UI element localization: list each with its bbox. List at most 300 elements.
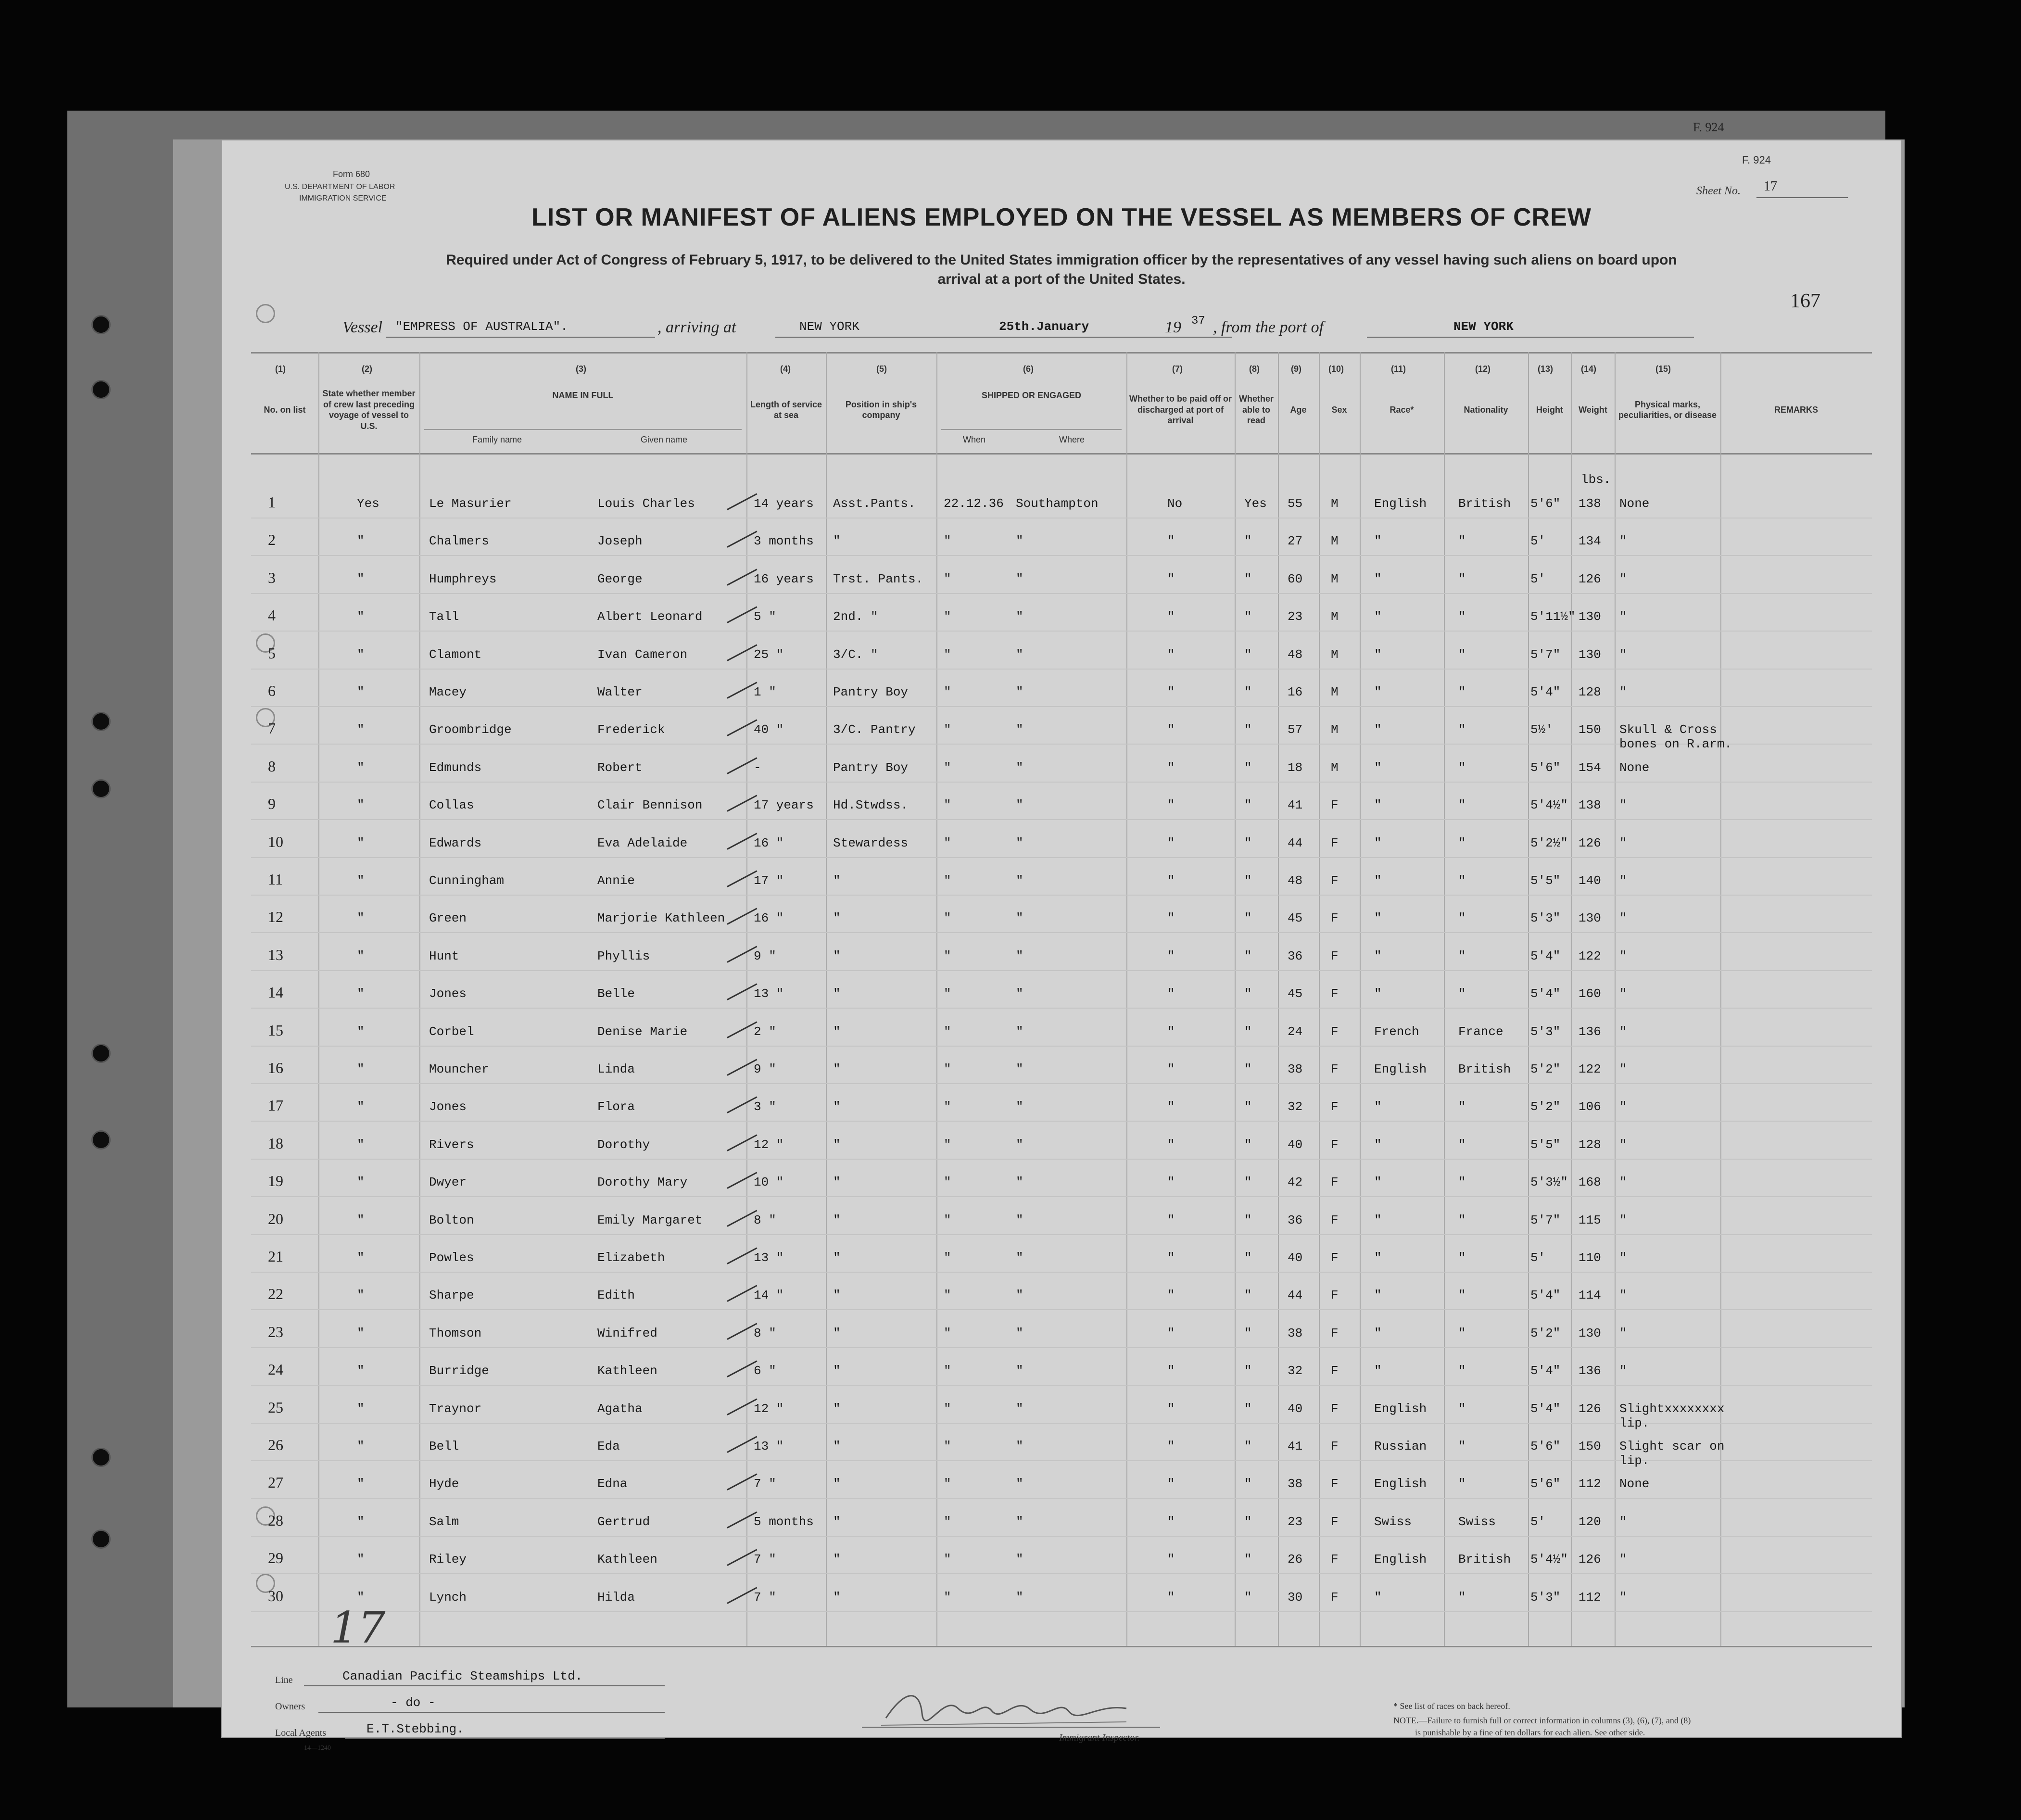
row-number: 23 <box>268 1323 283 1340</box>
able-to-read-cell: Yes <box>1244 496 1267 511</box>
paid-off-cell: " <box>1167 1288 1175 1303</box>
position-cell: " <box>833 1100 841 1114</box>
shipped-where-cell: " <box>1016 835 1023 850</box>
weight-cell: 130 <box>1579 609 1601 624</box>
position-cell: Asst.Pants. <box>833 496 916 511</box>
shipped-when-cell: " <box>944 1175 951 1190</box>
row-number: 3 <box>268 569 276 586</box>
family-name-cell: Lynch <box>429 1590 467 1605</box>
paid-off-cell: " <box>1167 722 1175 737</box>
able-to-read-cell: " <box>1244 911 1252 926</box>
position-cell: Trst. Pants. <box>833 571 923 586</box>
position-cell: " <box>833 1024 841 1039</box>
row-rule <box>251 819 1872 820</box>
shipped-where-cell: " <box>1016 760 1023 775</box>
marks-cell: " <box>1619 1175 1627 1190</box>
given-name-cell: Gertrud <box>597 1514 650 1529</box>
weight-cell: 136 <box>1579 1024 1601 1039</box>
shipped-where-cell: " <box>1016 1477 1023 1491</box>
row-rule <box>251 1121 1872 1122</box>
marks-cell: " <box>1619 1100 1627 1114</box>
sex-cell: F <box>1331 1213 1339 1227</box>
weight-cell: 160 <box>1579 986 1601 1001</box>
marks-cell-continued: bones on R.arm. <box>1619 737 1732 752</box>
row-number: 29 <box>268 1549 283 1567</box>
family-name-cell: Corbel <box>429 1024 474 1039</box>
col-divider <box>936 352 937 1646</box>
marks-cell: " <box>1619 1552 1627 1567</box>
service: IMMIGRATION SERVICE <box>299 194 387 202</box>
family-name-cell: Groombridge <box>429 722 512 737</box>
nationality-cell: " <box>1458 1213 1466 1227</box>
prev-voyage-cell: " <box>357 1364 365 1378</box>
row-number: 17 <box>268 1097 283 1114</box>
sex-cell: F <box>1331 1326 1339 1340</box>
nationality-cell: " <box>1458 1288 1466 1303</box>
shipped-where-cell: " <box>1016 1401 1023 1416</box>
race-cell: " <box>1374 1137 1382 1152</box>
stamp-number: 167 <box>1790 290 1820 312</box>
shipped-where-cell: " <box>1016 1213 1023 1227</box>
given-name-cell: Emily Margaret <box>597 1213 703 1227</box>
paid-off-cell: " <box>1167 1552 1175 1567</box>
service-cell: 7 " <box>754 1590 776 1605</box>
shipped-when-cell: " <box>944 1137 951 1152</box>
weight-cell: 154 <box>1579 760 1601 775</box>
footnote-penalty-1: NOTE.—Failure to furnish full or correct information in columns (3), (6), (7), and (8) <box>1393 1716 1691 1725</box>
age-cell: 18 <box>1288 760 1303 775</box>
marks-cell: " <box>1619 1364 1627 1378</box>
line-value: Canadian Pacific Steamships Ltd. <box>342 1669 583 1683</box>
family-name-cell: Mouncher <box>429 1062 489 1076</box>
family-name-cell: Clamont <box>429 647 482 662</box>
paid-off-cell: " <box>1167 1326 1175 1340</box>
position-cell: " <box>833 1552 841 1567</box>
shipped-when-cell: " <box>944 1288 951 1303</box>
family-name-cell: Powles <box>429 1251 474 1265</box>
able-to-read-cell: " <box>1244 798 1252 813</box>
col-header-service: Length of service at sea <box>750 399 822 420</box>
sex-cell: F <box>1331 986 1339 1001</box>
shipped-when-cell: " <box>944 948 951 963</box>
prev-voyage-cell: " <box>357 798 365 813</box>
race-cell: " <box>1374 1288 1382 1303</box>
shipped-when-cell: " <box>944 1590 951 1605</box>
family-name-cell: Salm <box>429 1514 459 1529</box>
race-cell: " <box>1374 911 1382 926</box>
year-prefix: 19 <box>1165 318 1181 336</box>
position-cell: " <box>833 534 841 549</box>
age-cell: 45 <box>1288 911 1303 926</box>
age-cell: 36 <box>1288 1213 1303 1227</box>
race-cell: " <box>1374 1213 1382 1227</box>
sex-cell: M <box>1331 496 1339 511</box>
paid-off-cell: " <box>1167 986 1175 1001</box>
height-cell: 5'6" <box>1530 496 1561 511</box>
age-cell: 40 <box>1288 1137 1303 1152</box>
height-cell: 5'11½" <box>1530 609 1576 624</box>
paid-off-cell: " <box>1167 685 1175 699</box>
position-cell: " <box>833 948 841 963</box>
service-cell: 9 " <box>754 948 776 963</box>
nationality-cell: " <box>1458 1137 1466 1152</box>
able-to-read-cell: " <box>1244 609 1252 624</box>
able-to-read-cell: " <box>1244 1590 1252 1605</box>
marks-cell: " <box>1619 1024 1627 1039</box>
position-cell: " <box>833 1590 841 1605</box>
weight-cell: 138 <box>1579 798 1601 813</box>
weight-cell: 122 <box>1579 1062 1601 1076</box>
position-cell: " <box>833 911 841 926</box>
weight-cell: 112 <box>1579 1590 1601 1605</box>
paid-off-cell: " <box>1167 760 1175 775</box>
able-to-read-cell: " <box>1244 1024 1252 1039</box>
marks-cell: " <box>1619 685 1627 699</box>
weight-cell: 168 <box>1579 1175 1601 1190</box>
given-name-cell: Belle <box>597 986 635 1001</box>
prev-voyage-cell: " <box>357 1100 365 1114</box>
position-cell: Pantry Boy <box>833 685 909 699</box>
shipped-subdivider <box>941 429 1122 430</box>
able-to-read-cell: " <box>1244 1100 1252 1114</box>
shipped-where-cell: " <box>1016 948 1023 963</box>
given-name-cell: George <box>597 571 643 586</box>
race-cell: " <box>1374 722 1382 737</box>
shipped-where-cell: " <box>1016 722 1023 737</box>
height-cell: 5'5" <box>1530 1137 1561 1152</box>
col-num-6: (6) <box>1023 364 1034 374</box>
weight-cell: 138 <box>1579 496 1601 511</box>
family-name-cell: Green <box>429 911 467 926</box>
shipped-when-cell: " <box>944 722 951 737</box>
col-num-1: (1) <box>275 364 286 374</box>
binder-hole <box>91 315 111 334</box>
prev-voyage-cell: " <box>357 685 365 699</box>
marks-cell: None <box>1619 1477 1650 1491</box>
nationality-cell: " <box>1458 760 1466 775</box>
height-cell: 5½' <box>1530 722 1553 737</box>
col-header-prev-voyage: State whether member of crew last preceding voyage of vessel to U.S. <box>322 389 416 431</box>
check-mark <box>727 1361 757 1378</box>
shipped-where-cell: Southampton <box>1016 496 1099 511</box>
row-rule <box>251 1272 1872 1273</box>
family-name-cell: Edmunds <box>429 760 482 775</box>
service-cell: 9 " <box>754 1062 776 1076</box>
shipped-where-cell: " <box>1016 1175 1023 1190</box>
inspector-label: Immigrant Inspector. <box>1059 1732 1140 1743</box>
row-number: 14 <box>268 984 283 1001</box>
row-number: 19 <box>268 1172 283 1190</box>
col-header-read: Whether able to read <box>1239 394 1274 426</box>
race-cell: English <box>1374 1401 1427 1416</box>
age-cell: 55 <box>1288 496 1303 511</box>
weight-unit: lbs. <box>1581 472 1611 487</box>
marks-cell: " <box>1619 1251 1627 1265</box>
sex-cell: M <box>1331 760 1339 775</box>
age-cell: 41 <box>1288 1439 1303 1453</box>
age-cell: 44 <box>1288 1288 1303 1303</box>
family-name-cell: Edwards <box>429 835 482 850</box>
check-mark <box>727 493 757 510</box>
row-rule <box>251 1046 1872 1047</box>
able-to-read-cell: " <box>1244 986 1252 1001</box>
paid-off-cell: " <box>1167 1137 1175 1152</box>
prev-voyage-cell: " <box>357 647 365 662</box>
col-divider <box>826 352 827 1646</box>
family-name-cell: Tall <box>429 609 459 624</box>
row-rule <box>251 669 1872 670</box>
subtitle-line-1: Required under Act of Congress of February 5, 1917, to be delivered to the United States immigration officer by the representatives of any vessel having such aliens on board upon <box>446 252 1677 268</box>
row-rule <box>251 932 1872 933</box>
owners-field <box>318 1712 665 1713</box>
row-number: 24 <box>268 1361 283 1378</box>
check-mark <box>727 607 757 624</box>
paid-off-cell: " <box>1167 1175 1175 1190</box>
family-name-cell: Le Masurier <box>429 496 512 511</box>
height-cell: 5'4" <box>1530 685 1561 699</box>
prev-voyage-cell: " <box>357 873 365 888</box>
prev-voyage-cell: " <box>357 722 365 737</box>
row-rule <box>251 1498 1872 1499</box>
given-name-cell: Agatha <box>597 1401 643 1416</box>
shipped-where-cell: " <box>1016 1288 1023 1303</box>
department: U.S. DEPARTMENT OF LABOR <box>285 183 395 191</box>
service-cell: 7 " <box>754 1552 776 1567</box>
able-to-read-cell: " <box>1244 534 1252 549</box>
col-num-8: (8) <box>1249 364 1260 374</box>
col-num-2: (2) <box>362 364 372 374</box>
given-name-cell: Flora <box>597 1100 635 1114</box>
race-cell: " <box>1374 1326 1382 1340</box>
height-cell: 5'3½" <box>1530 1175 1568 1190</box>
nationality-cell: " <box>1458 722 1466 737</box>
shipped-when-cell: " <box>944 534 951 549</box>
position-cell: " <box>833 1439 841 1453</box>
marks-cell: " <box>1619 1137 1627 1152</box>
race-cell: " <box>1374 534 1382 549</box>
age-cell: 38 <box>1288 1477 1303 1491</box>
row-number: 20 <box>268 1210 283 1227</box>
given-name-cell: Edna <box>597 1477 628 1491</box>
prev-voyage-cell: " <box>357 1213 365 1227</box>
manifest-sheet <box>221 139 1902 1752</box>
nationality-cell: " <box>1458 1439 1466 1453</box>
able-to-read-cell: " <box>1244 647 1252 662</box>
age-cell: 57 <box>1288 722 1303 737</box>
table-top-border <box>251 352 1872 354</box>
shipped-where-cell: " <box>1016 1439 1023 1453</box>
shipped-where-cell: " <box>1016 986 1023 1001</box>
race-cell: " <box>1374 1100 1382 1114</box>
row-number: 7 <box>268 720 276 737</box>
position-cell: Stewardess <box>833 835 909 850</box>
family-name-cell: Dwyer <box>429 1175 467 1190</box>
sheet-label: Sheet No. <box>1696 185 1741 197</box>
shipped-where-cell: " <box>1016 1364 1023 1378</box>
given-name-cell: Phyllis <box>597 948 650 963</box>
weight-cell: 110 <box>1579 1251 1601 1265</box>
paid-off-cell: " <box>1167 609 1175 624</box>
position-cell: " <box>833 1401 841 1416</box>
col-num-14: (14) <box>1581 364 1597 374</box>
family-name-cell: Hyde <box>429 1477 459 1491</box>
col-header-marks: Physical marks, peculiarities, or disease <box>1618 399 1717 420</box>
row-rule <box>251 555 1872 556</box>
row-rule <box>251 1083 1872 1084</box>
check-mark <box>727 1021 757 1038</box>
given-name-cell: Joseph <box>597 534 643 549</box>
line-label: Line <box>275 1675 293 1685</box>
service-cell: 16 " <box>754 835 784 850</box>
weight-cell: 114 <box>1579 1288 1601 1303</box>
prev-voyage-cell: " <box>357 1024 365 1039</box>
weight-cell: 126 <box>1579 571 1601 586</box>
nationality-cell: " <box>1458 911 1466 926</box>
col-header-weight: Weight <box>1579 404 1607 415</box>
shipped-when-cell: " <box>944 1024 951 1039</box>
row-rule <box>251 1234 1872 1235</box>
sex-cell: F <box>1331 1175 1339 1190</box>
shipped-when-cell: 22.12.36 <box>944 496 1004 511</box>
given-name-cell: Winifred <box>597 1326 657 1340</box>
check-mark <box>727 1172 757 1189</box>
race-cell: " <box>1374 798 1382 813</box>
row-number: 28 <box>268 1511 283 1529</box>
race-cell: English <box>1374 1062 1427 1076</box>
binder-hole <box>91 1529 111 1549</box>
height-cell: 5'2" <box>1530 1062 1561 1076</box>
marks-cell: Skull & Cross <box>1619 722 1717 737</box>
shipped-when-cell: " <box>944 1401 951 1416</box>
family-name-cell: Humphreys <box>429 571 497 586</box>
owners-value: - do - <box>391 1695 436 1710</box>
col-header-name: NAME IN FULL <box>552 390 614 400</box>
shipped-where-cell: " <box>1016 1024 1023 1039</box>
prev-voyage-cell: " <box>357 571 365 586</box>
age-cell: 23 <box>1288 1514 1303 1529</box>
prev-voyage-cell: " <box>357 609 365 624</box>
paid-off-cell: " <box>1167 1590 1175 1605</box>
margin-mark: 17 <box>330 1603 386 1653</box>
paid-off-cell: " <box>1167 798 1175 813</box>
prev-voyage-cell: " <box>357 1326 365 1340</box>
nationality-cell: " <box>1458 1251 1466 1265</box>
given-name-cell: Kathleen <box>597 1552 657 1567</box>
family-name-cell: Rivers <box>429 1137 474 1152</box>
row-rule <box>251 1347 1872 1348</box>
service-cell: 12 " <box>754 1137 784 1152</box>
marks-cell: " <box>1619 986 1627 1001</box>
service-cell: 1 " <box>754 685 776 699</box>
marks-cell: Slight scar on <box>1619 1439 1725 1453</box>
sex-cell: F <box>1331 1024 1339 1039</box>
height-cell: 5'2½" <box>1530 835 1568 850</box>
agents-field <box>345 1738 665 1739</box>
row-number: 27 <box>268 1474 283 1491</box>
prev-voyage-cell: " <box>357 1288 365 1303</box>
row-rule <box>251 1536 1872 1537</box>
able-to-read-cell: " <box>1244 1552 1252 1567</box>
sex-cell: F <box>1331 835 1339 850</box>
given-name-cell: Clair Bennison <box>597 798 703 813</box>
shipped-where-cell: " <box>1016 1326 1023 1340</box>
able-to-read-cell: " <box>1244 571 1252 586</box>
able-to-read-cell: " <box>1244 1175 1252 1190</box>
check-mark <box>727 531 757 548</box>
service-cell: 12 " <box>754 1401 784 1416</box>
given-name-cell: Frederick <box>597 722 665 737</box>
col-num-15: (15) <box>1655 364 1671 374</box>
check-mark <box>727 1285 757 1302</box>
able-to-read-cell: " <box>1244 1439 1252 1453</box>
marks-cell: " <box>1619 1326 1627 1340</box>
nationality-cell: France <box>1458 1024 1503 1039</box>
prev-voyage-cell: " <box>357 1137 365 1152</box>
col-num-4: (4) <box>780 364 791 374</box>
family-name-cell: Chalmers <box>429 534 489 549</box>
race-cell: " <box>1374 1590 1382 1605</box>
position-cell: " <box>833 1137 841 1152</box>
year-suffix: 37 <box>1191 315 1205 328</box>
nationality-cell: " <box>1458 986 1466 1001</box>
row-rule <box>251 895 1872 896</box>
position-cell: " <box>833 1213 841 1227</box>
shipped-where-cell: " <box>1016 1062 1023 1076</box>
from-port-line <box>1367 337 1694 338</box>
arriving-port: NEW YORK <box>799 319 859 334</box>
check-mark <box>727 1059 757 1076</box>
family-name-cell: Burridge <box>429 1364 489 1378</box>
service-cell: 5 months <box>754 1514 814 1529</box>
row-rule <box>251 631 1872 632</box>
race-cell: " <box>1374 571 1382 586</box>
able-to-read-cell: " <box>1244 1137 1252 1152</box>
shipped-where-cell: " <box>1016 609 1023 624</box>
check-mark <box>727 682 757 699</box>
nationality-cell: " <box>1458 685 1466 699</box>
weight-cell: 128 <box>1579 685 1601 699</box>
shipped-when-cell: " <box>944 685 951 699</box>
given-name-cell: Walter <box>597 685 643 699</box>
col-header-sex: Sex <box>1331 404 1347 415</box>
row-number: 26 <box>268 1436 283 1453</box>
able-to-read-cell: " <box>1244 873 1252 888</box>
check-mark <box>727 795 757 812</box>
check-mark <box>727 1511 757 1529</box>
race-cell: " <box>1374 1251 1382 1265</box>
prev-voyage-cell: " <box>357 1175 365 1190</box>
nationality-cell: " <box>1458 534 1466 549</box>
position-cell: " <box>833 1062 841 1076</box>
col-header-remarks: REMARKS <box>1774 404 1818 415</box>
sex-cell: F <box>1331 1288 1339 1303</box>
race-cell: " <box>1374 685 1382 699</box>
age-cell: 27 <box>1288 534 1303 549</box>
age-cell: 48 <box>1288 647 1303 662</box>
position-cell: " <box>833 1175 841 1190</box>
check-mark <box>727 1247 757 1264</box>
row-rule <box>251 970 1872 971</box>
age-cell: 41 <box>1288 798 1303 813</box>
able-to-read-cell: " <box>1244 1326 1252 1340</box>
service-cell: 14 years <box>754 496 814 511</box>
height-cell: 5'4" <box>1530 986 1561 1001</box>
row-number: 8 <box>268 757 276 775</box>
nationality-cell: " <box>1458 873 1466 888</box>
weight-cell: 130 <box>1579 1326 1601 1340</box>
arrival-date: 25th.January <box>999 319 1089 334</box>
shipped-where-cell: " <box>1016 534 1023 549</box>
